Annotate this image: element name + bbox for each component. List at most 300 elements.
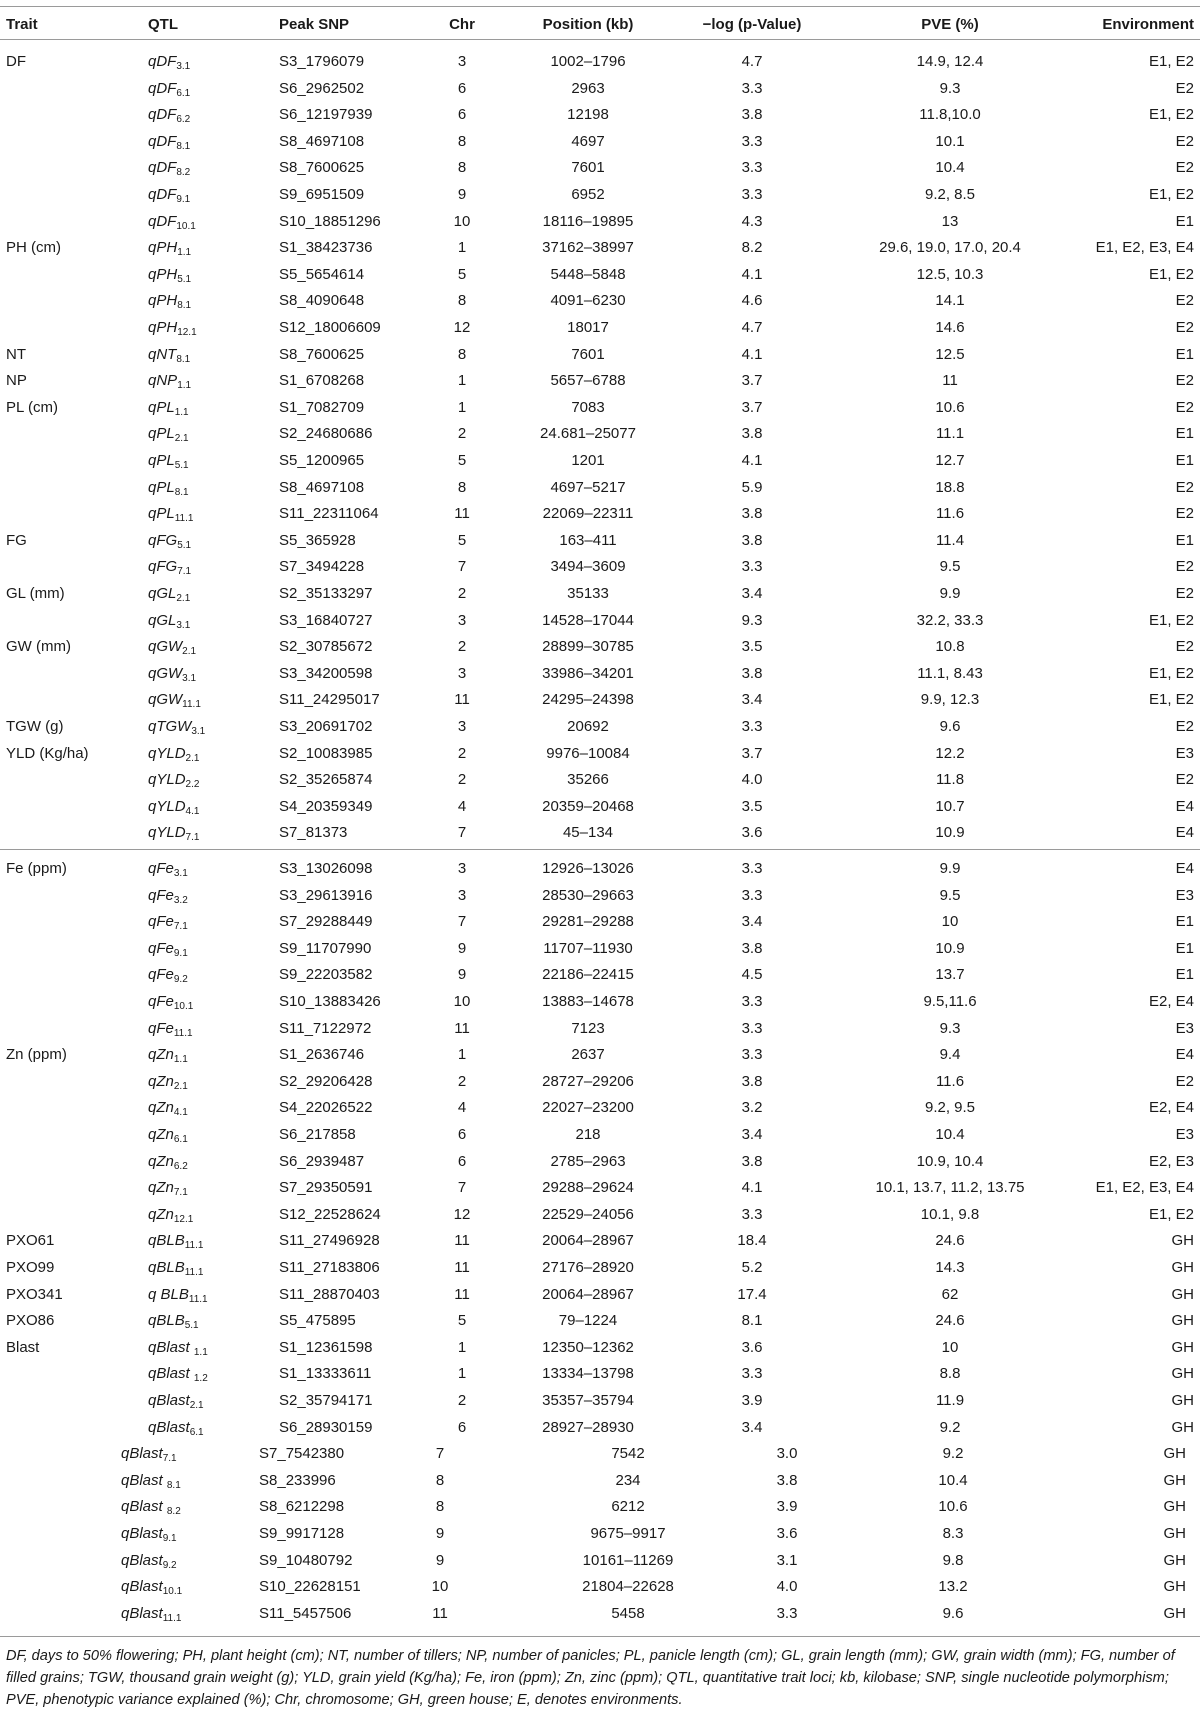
chr-cell: 2: [457, 425, 467, 443]
chr-cell: 5: [457, 452, 467, 469]
environment-cell: E1, E2: [1148, 53, 1194, 70]
header-chr: Chr: [449, 16, 475, 33]
position-cell: 27176–28920: [542, 1259, 634, 1276]
position-cell: 3494–3609: [550, 558, 626, 576]
qtl-cell: [148, 1419, 204, 1436]
environment-cell: GH: [1163, 1498, 1186, 1516]
log-p-cell: 3.8: [741, 505, 763, 523]
log-p-cell: 3.3: [741, 1365, 763, 1383]
qtl-cell: [148, 913, 188, 933]
peak-snp-cell: S8_6212298: [259, 1498, 345, 1516]
table-row: [0, 154, 1200, 181]
peak-snp-cell: S5_365928: [279, 531, 356, 549]
qtl-cell: [148, 1259, 203, 1276]
chr-cell: 3: [457, 664, 467, 682]
environment-cell: E3: [1175, 886, 1194, 904]
qtl-name: qFe: [148, 993, 174, 1010]
position-cell: 12198: [567, 106, 609, 124]
qtl-subscript: 5.1: [184, 1320, 199, 1332]
qtl-cell: [148, 860, 188, 877]
peak-snp-cell: S3_29613916: [279, 886, 373, 904]
log-p-cell: 4.3: [741, 212, 763, 230]
environment-cell: GH: [1171, 1285, 1194, 1303]
chr-cell: 5: [457, 265, 467, 283]
position-cell: 33986–34201: [542, 664, 634, 682]
environment-cell: E4: [1175, 1046, 1194, 1064]
qtl-subscript: 1.1: [177, 380, 192, 392]
qtl-cell: [121, 1552, 177, 1569]
position-cell: 79–1224: [558, 1312, 618, 1330]
position-cell: 13883–14678: [542, 993, 634, 1010]
qtl-name: qBlast: [148, 1365, 194, 1383]
position-cell: 9976–10084: [546, 744, 630, 762]
qtl-subscript: 11.1: [184, 1240, 204, 1252]
environment-cell: E2, E4: [1148, 1099, 1194, 1117]
table-row: [0, 819, 1200, 846]
pve-cell: 10.4: [938, 1471, 968, 1489]
qtl-name: qGW: [148, 664, 183, 682]
qtl-name: qYLD: [148, 824, 186, 842]
qtl-name: qDF: [148, 53, 177, 70]
log-p-cell: 3.9: [776, 1498, 798, 1516]
chr-cell: 11: [454, 691, 470, 709]
qtl-name: qBLB: [148, 1259, 185, 1276]
pve-cell: 9.5,11.6: [923, 993, 977, 1010]
qtl-subscript: 2.1: [173, 1080, 188, 1092]
chr-cell: 3: [457, 611, 467, 629]
qtl-cell: [148, 1153, 188, 1170]
pve-cell: 11.9: [935, 1392, 965, 1409]
environment-cell: E1, E2, E3, E4: [1095, 1179, 1194, 1197]
chr-cell: 7: [457, 558, 467, 576]
chr-cell: 8: [435, 1498, 445, 1516]
qtl-subscript: 2.2: [185, 779, 200, 791]
qtl-cell: [148, 213, 196, 230]
environment-cell: GH: [1163, 1551, 1186, 1569]
table-row: [0, 1387, 1200, 1414]
chr-cell: 2: [457, 771, 467, 789]
environment-cell: E1: [1175, 425, 1194, 443]
log-p-cell: 3.3: [741, 159, 763, 177]
pve-cell: 8.3: [942, 1525, 964, 1542]
qtl-cell: [148, 993, 193, 1010]
qtl-name: qZn: [148, 1099, 174, 1117]
log-p-cell: 3.3: [741, 132, 763, 150]
qtl-subscript: 9.1: [176, 194, 191, 205]
qtl-cell: [148, 718, 205, 735]
position-cell: 5448–5848: [550, 265, 626, 283]
peak-snp-cell: S11_24295017: [279, 691, 380, 709]
qtl-name: qBlast: [121, 1604, 163, 1622]
pve-cell: 32.2, 33.3: [916, 611, 984, 629]
peak-snp-cell: S8_4697108: [279, 478, 365, 496]
peak-snp-cell: S2_10083985: [279, 744, 373, 762]
trait-cell: YLD (Kg/ha): [6, 744, 89, 762]
table-row: [0, 740, 1200, 767]
position-cell: 7083: [571, 398, 605, 416]
environment-cell: GH: [1171, 1365, 1194, 1383]
peak-snp-cell: S11_28870403: [279, 1285, 380, 1303]
position-cell: 28530–29663: [542, 886, 634, 904]
peak-snp-cell: S5_1200965: [279, 452, 365, 469]
pve-cell: 24.6: [935, 1232, 965, 1250]
pve-cell: 29.6, 19.0, 17.0, 20.4: [879, 239, 1021, 257]
table-row: [0, 713, 1200, 740]
trait-cell: TGW (g): [6, 718, 64, 735]
log-p-cell: 3.4: [741, 1418, 763, 1436]
qtl-cell: [148, 133, 190, 150]
environment-cell: E2, E4: [1148, 993, 1194, 1010]
peak-snp-cell: S2_35133297: [279, 585, 373, 602]
environment-cell: GH: [1171, 1232, 1194, 1250]
pve-cell: 13.7: [935, 966, 965, 984]
environment-cell: E2: [1175, 319, 1194, 336]
chr-cell: 5: [457, 531, 467, 549]
qtl-cell: [148, 159, 191, 179]
pve-cell: 12.2: [935, 744, 965, 762]
qtl-subscript: 6.2: [173, 1160, 188, 1172]
log-p-cell: 3.8: [741, 1152, 763, 1170]
position-cell: 10161–11269: [582, 1551, 674, 1569]
chr-cell: 2: [457, 744, 467, 762]
environment-cell: E1, E2: [1148, 611, 1194, 629]
qtl-subscript: 11.1: [174, 513, 194, 525]
qtl-name: qPH: [148, 265, 178, 283]
qtl-cell: [148, 966, 188, 986]
environment-cell: E1, E2: [1148, 186, 1194, 203]
qtl-subscript: 7.1: [177, 566, 192, 578]
qtl-subscript: 5.1: [177, 539, 192, 551]
peak-snp-cell: S7_7542380: [259, 1445, 345, 1463]
table-row: [0, 633, 1200, 660]
log-p-cell: 3.6: [741, 1338, 763, 1356]
qtl-name: qBlast: [121, 1525, 163, 1542]
environment-cell: E1: [1175, 345, 1194, 363]
chr-cell: 9: [457, 939, 467, 957]
table-row: [0, 660, 1200, 687]
qtl-subscript: 10.1: [176, 220, 196, 232]
peak-snp-cell: S3_13026098: [279, 860, 373, 877]
section-divider: [0, 849, 1200, 850]
pve-cell: 11: [942, 372, 958, 390]
table-row: [0, 1148, 1200, 1175]
pve-cell: 12.5: [935, 345, 965, 363]
qtl-cell: [148, 239, 192, 259]
trait-cell: NP: [6, 372, 27, 390]
pve-cell: 11.6: [935, 505, 965, 523]
qtl-name: qGL: [148, 611, 177, 629]
qtl-name: qGW: [148, 638, 183, 656]
environment-cell: E3: [1175, 1019, 1194, 1037]
table-row: [0, 882, 1200, 909]
position-cell: 20064–28967: [542, 1285, 634, 1303]
table-row: [0, 287, 1200, 314]
pve-cell: 10: [941, 1338, 959, 1356]
qtl-name: qZn: [148, 1205, 174, 1223]
qtl-name: qTGW: [148, 718, 192, 735]
log-p-cell: 3.3: [741, 1205, 763, 1223]
position-cell: 218: [575, 1126, 601, 1143]
trait-cell: GL (mm): [6, 585, 65, 602]
chr-cell: 9: [435, 1551, 445, 1569]
position-cell: 234: [615, 1471, 641, 1489]
log-p-cell: 18.4: [737, 1232, 767, 1250]
peak-snp-cell: S11_5457506: [259, 1604, 352, 1622]
pve-cell: 9.4: [939, 1046, 961, 1064]
qtl-name: qPL: [148, 398, 175, 416]
qtl-cell: [148, 585, 190, 602]
log-p-cell: 3.8: [741, 425, 763, 443]
chr-cell: 1: [457, 1046, 467, 1064]
log-p-cell: 4.7: [741, 53, 763, 70]
pve-cell: 9.2: [939, 1418, 961, 1436]
position-cell: 28899–30785: [542, 638, 634, 656]
qtl-subscript: 11.1: [184, 1267, 204, 1278]
peak-snp-cell: S4_20359349: [279, 797, 373, 815]
chr-cell: 11: [454, 1232, 470, 1250]
pve-cell: 11.4: [935, 531, 965, 549]
log-p-cell: 3.3: [776, 1604, 798, 1622]
table-row: [0, 1520, 1200, 1547]
table-row: [0, 935, 1200, 962]
pve-cell: 10.7: [935, 797, 965, 815]
qtl-subscript: 2.1: [182, 646, 197, 658]
chr-cell: 8: [435, 1471, 445, 1489]
qtl-cell: [148, 798, 199, 815]
qtl-name: qYLD: [148, 771, 186, 789]
qtl-subscript: 9.2: [162, 1559, 177, 1571]
peak-snp-cell: S9_6951509: [279, 186, 365, 203]
qtl-cell: [148, 1312, 199, 1332]
qtl-cell: [148, 771, 200, 791]
log-p-cell: 3.6: [741, 824, 763, 842]
environment-cell: GH: [1171, 1392, 1194, 1409]
environment-cell: GH: [1163, 1604, 1186, 1622]
table-row: [0, 1174, 1200, 1201]
qtl-subscript: 11.1: [182, 699, 201, 711]
qtl-name: qBLB: [148, 1232, 185, 1250]
pve-cell: 9.9: [939, 585, 961, 602]
qtl-cell: [148, 1339, 208, 1356]
qtl-subscript: 11.1: [173, 1027, 193, 1039]
pve-cell: 11.8: [935, 771, 965, 789]
environment-cell: E2: [1175, 505, 1194, 523]
qtl-subscript: 8.2: [166, 1506, 181, 1518]
position-cell: 5657–6788: [550, 372, 626, 390]
table-row: [0, 988, 1200, 1015]
environment-cell: E1, E2: [1148, 265, 1194, 283]
pve-cell: 10.1, 13.7, 11.2, 13.75: [875, 1179, 1025, 1197]
qtl-cell: [148, 80, 190, 97]
qtl-subscript: 7.1: [173, 921, 188, 933]
peak-snp-cell: S11_27183806: [279, 1259, 380, 1276]
position-cell: 18116–19895: [542, 212, 634, 230]
qtl-cell: [148, 1020, 193, 1037]
environment-cell: E1, E2: [1148, 691, 1194, 709]
peak-snp-cell: S10_22628151: [259, 1578, 361, 1596]
qtl-cell: [148, 1206, 193, 1223]
chr-cell: 8: [457, 159, 467, 177]
chr-cell: 6: [457, 106, 467, 124]
chr-cell: 1: [457, 1365, 467, 1383]
qtl-name: qPL: [148, 505, 175, 523]
chr-cell: 11: [454, 1285, 470, 1303]
qtl-subscript: 3.1: [176, 619, 191, 631]
chr-cell: 9: [457, 966, 467, 984]
trait-cell: FG: [6, 531, 27, 549]
environment-cell: E1, E2: [1148, 664, 1194, 682]
pve-cell: 10.9: [935, 824, 965, 842]
position-cell: 24295–24398: [542, 691, 634, 709]
environment-cell: GH: [1163, 1525, 1186, 1542]
log-p-cell: 4.1: [741, 1179, 763, 1197]
table-row: [0, 394, 1200, 421]
peak-snp-cell: S7_3494228: [279, 558, 365, 576]
peak-snp-cell: S3_1796079: [279, 53, 365, 70]
table-row: [0, 1254, 1200, 1281]
qtl-cell: [148, 53, 190, 70]
peak-snp-cell: S2_24680686: [279, 425, 373, 443]
table-row: [0, 1094, 1200, 1121]
qtl-cell: [121, 1498, 181, 1518]
peak-snp-cell: S2_35265874: [279, 771, 373, 789]
position-cell: 6952: [571, 186, 605, 203]
position-cell: 1002–1796: [550, 53, 626, 70]
table-row: [0, 766, 1200, 793]
position-cell: 22186–22415: [542, 966, 634, 984]
table-header: [0, 6, 1200, 40]
chr-cell: 6: [457, 79, 467, 97]
pve-cell: 14.9, 12.4: [916, 53, 984, 70]
trait-cell: GW (mm): [6, 638, 71, 656]
chr-cell: 9: [457, 186, 467, 203]
qtl-name: qBlast: [121, 1445, 163, 1463]
table-row: [0, 580, 1200, 607]
table-row: [0, 1573, 1200, 1600]
peak-snp-cell: S11_27496928: [279, 1232, 380, 1250]
qtl-subscript: 9.1: [173, 947, 188, 959]
chr-cell: 1: [457, 239, 467, 257]
qtl-cell: [148, 1232, 204, 1252]
log-p-cell: 3.2: [741, 1099, 763, 1117]
environment-cell: E1, E2: [1148, 106, 1194, 124]
pve-cell: 9.6: [942, 1604, 964, 1622]
table-row: [0, 1281, 1200, 1308]
qtl-cell: [148, 665, 196, 682]
position-cell: 6212: [611, 1498, 645, 1516]
table-row: [0, 1307, 1200, 1334]
pve-cell: 10.9: [935, 939, 965, 957]
pve-cell: 12.7: [935, 452, 965, 469]
qtl-name: qDF: [148, 132, 177, 150]
chr-cell: 6: [457, 1418, 467, 1436]
qtl-subscript: 8.1: [176, 140, 191, 152]
log-p-cell: 3.4: [741, 913, 763, 931]
environment-cell: E3: [1175, 1126, 1194, 1143]
header-trait: Trait: [6, 16, 38, 33]
qtl-cell: [148, 1099, 188, 1119]
pve-cell: 8.8: [939, 1365, 961, 1383]
qtl-cell: [148, 399, 189, 416]
qtl-name: qFe: [148, 966, 174, 984]
environment-cell: E1, E2: [1148, 1205, 1194, 1223]
chr-cell: 7: [457, 824, 467, 842]
qtl-subscript: 2.1: [176, 593, 191, 604]
qtl-cell: [148, 186, 190, 203]
position-cell: 35357–35794: [542, 1392, 634, 1409]
qtl-cell: [148, 745, 199, 762]
qtl-name: qGL: [148, 585, 177, 602]
table-row: [0, 553, 1200, 580]
position-cell: 163–411: [559, 531, 617, 549]
pve-cell: 10.1, 9.8: [920, 1205, 980, 1223]
table-row: [0, 208, 1200, 235]
pve-cell: 12.5, 10.3: [916, 265, 984, 283]
qtl-subscript: 1.1: [173, 1054, 188, 1066]
qtl-subscript: 3.1: [182, 672, 197, 684]
qtl-subscript: 6.1: [176, 87, 191, 99]
qtl-subscript: 3.1: [176, 61, 191, 72]
qtl-name: q BLB: [148, 1285, 189, 1303]
qtl-name: qPL: [148, 452, 175, 469]
log-p-cell: 3.7: [741, 372, 763, 390]
log-p-cell: 4.0: [776, 1578, 798, 1596]
chr-cell: 2: [457, 638, 467, 656]
pve-cell: 10.4: [935, 159, 965, 177]
peak-snp-cell: S3_20691702: [279, 718, 373, 735]
log-p-cell: 3.4: [741, 585, 763, 602]
pve-cell: 18.8: [935, 478, 965, 496]
peak-snp-cell: S12_22528624: [279, 1205, 381, 1223]
qtl-subscript: 12.1: [177, 327, 197, 338]
table-row: [0, 128, 1200, 155]
chr-cell: 8: [457, 478, 467, 496]
position-cell: 37162–38997: [542, 239, 634, 257]
qtl-name: qZn: [148, 1126, 174, 1143]
log-p-cell: 3.4: [741, 1126, 763, 1143]
trait-cell: PH (cm): [6, 239, 61, 257]
qtl-name: qDF: [148, 212, 177, 230]
position-cell: 12926–13026: [542, 860, 634, 877]
chr-cell: 11: [432, 1604, 448, 1622]
peak-snp-cell: S8_233996: [259, 1471, 336, 1489]
qtl-subscript: 2.1: [185, 752, 200, 764]
peak-snp-cell: S11_22311064: [279, 505, 379, 523]
header-position: Position (kb): [542, 16, 634, 33]
qtl-cell: [148, 638, 197, 658]
chr-cell: 7: [457, 1179, 467, 1197]
qtl-subscript: 2.1: [189, 1400, 204, 1411]
chr-cell: 2: [457, 1392, 467, 1409]
header-log-p: −log (p-Value): [702, 16, 802, 33]
position-cell: 22529–24056: [542, 1205, 634, 1223]
chr-cell: 10: [431, 1578, 449, 1596]
table-row: [0, 75, 1200, 102]
pve-cell: 24.6: [935, 1312, 965, 1330]
qtl-cell: [148, 479, 189, 496]
pve-cell: 9.9: [939, 860, 961, 877]
qtl-name: qDF: [148, 79, 177, 97]
table-row: [0, 500, 1200, 527]
chr-cell: 2: [457, 585, 467, 602]
table-row: [0, 234, 1200, 261]
qtl-cell: [121, 1445, 177, 1465]
chr-cell: 4: [457, 797, 467, 815]
log-p-cell: 3.0: [776, 1445, 798, 1463]
peak-snp-cell: S6_217858: [279, 1126, 356, 1143]
qtl-subscript: 4.1: [185, 805, 200, 817]
qtl-name: qYLD: [148, 797, 186, 815]
